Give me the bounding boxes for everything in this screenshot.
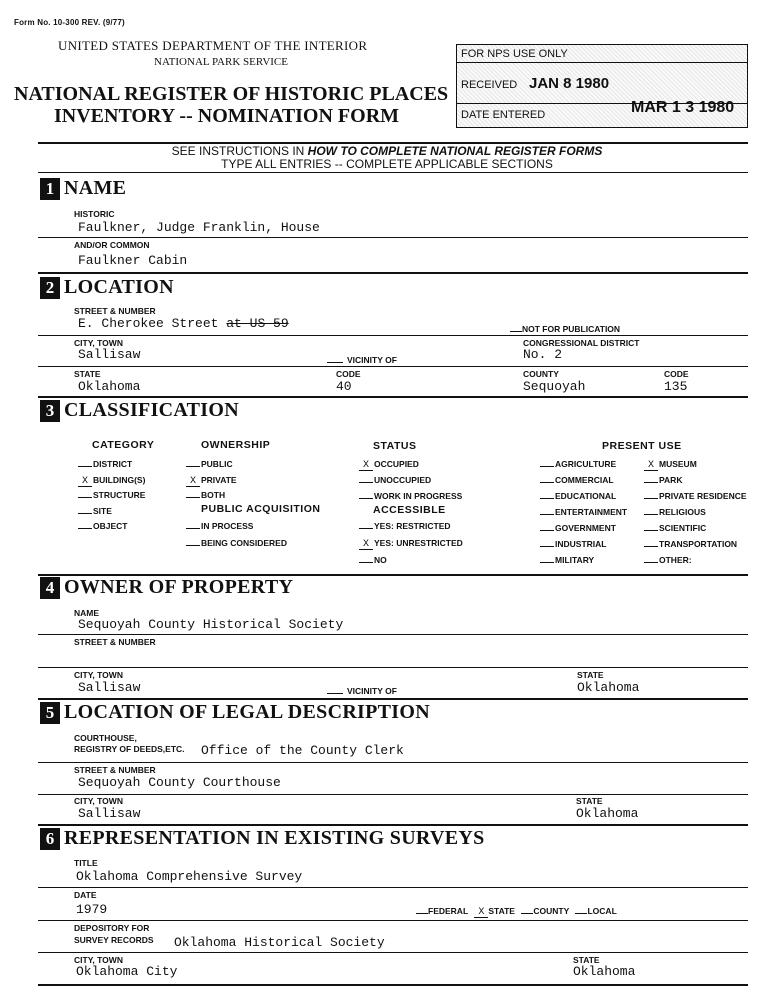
checkbox-item-present-left bbox=[540, 539, 606, 549]
survey-level-options bbox=[416, 906, 617, 918]
check-mark bbox=[540, 530, 554, 531]
section-number: 5 bbox=[40, 702, 60, 724]
check-mark bbox=[186, 545, 200, 546]
legal-city-value: Sallisaw bbox=[78, 806, 141, 821]
county-code-value: 135 bbox=[664, 379, 688, 394]
checkbox-item-present-left bbox=[540, 491, 616, 501]
street-value: E. Cherokee Street at US 59 bbox=[78, 316, 289, 331]
county-value: Sequoyah bbox=[523, 379, 586, 394]
check-label: SITE bbox=[93, 505, 112, 516]
check-mark bbox=[78, 513, 92, 514]
local-option: LOCAL bbox=[587, 906, 617, 916]
state-mark: X bbox=[474, 908, 488, 918]
check-label: EDUCATIONAL bbox=[555, 491, 617, 501]
congressional-district-label: CONGRESSIONAL DISTRICT bbox=[523, 338, 640, 348]
ownership-heading: OWNERSHIP bbox=[201, 439, 271, 451]
department-name: UNITED STATES DEPARTMENT OF THE INTERIOR bbox=[58, 38, 368, 53]
owner-city-value: Sallisaw bbox=[78, 680, 141, 695]
checkbox-item-status bbox=[359, 459, 419, 471]
check-mark bbox=[359, 528, 373, 529]
legal-state-value: Oklahoma bbox=[576, 806, 639, 821]
checkbox-item-status bbox=[359, 475, 431, 485]
instructions-line2: TYPE ALL ENTRIES -- COMPLETE APPLICABLE SECTIONS bbox=[221, 157, 553, 171]
state-value: Oklahoma bbox=[78, 379, 141, 394]
check-label: PRIVATE bbox=[201, 474, 237, 485]
check-label: GOVERNMENT bbox=[555, 523, 616, 533]
checkbox-item-present-left bbox=[540, 555, 594, 565]
section-5-header bbox=[40, 701, 430, 724]
legal-state-label: STATE bbox=[576, 796, 603, 806]
depository-value: Oklahoma Historical Society bbox=[174, 935, 385, 950]
checkbox-item-acquisition bbox=[186, 521, 253, 531]
date-entered-label: DATE ENTERED bbox=[461, 109, 546, 121]
survey-state-label: STATE bbox=[573, 955, 600, 965]
historic-name-value: Faulkner, Judge Franklin, House bbox=[78, 220, 320, 235]
survey-date-value: 1979 bbox=[76, 902, 108, 917]
congressional-district-value: No. 2 bbox=[523, 347, 563, 362]
county-code-label: CODE bbox=[664, 369, 689, 379]
check-mark bbox=[186, 466, 200, 467]
check-mark bbox=[644, 562, 658, 563]
category-heading: CATEGORY bbox=[92, 439, 155, 451]
check-label: MILITARY bbox=[555, 555, 595, 565]
checkbox-item-accessible bbox=[359, 555, 387, 565]
checkbox-item-present-left bbox=[540, 475, 614, 485]
historic-label: HISTORIC bbox=[74, 209, 115, 219]
not-for-publication: NOT FOR PUBLICATION bbox=[510, 324, 620, 334]
form-title-line1: NATIONAL REGISTER OF HISTORIC PLACES bbox=[14, 83, 449, 105]
check-mark bbox=[359, 562, 373, 563]
check-mark: X bbox=[644, 461, 658, 471]
check-label: OBJECT bbox=[93, 521, 128, 531]
check-mark bbox=[540, 482, 554, 483]
survey-state-value: Oklahoma bbox=[573, 964, 636, 979]
present-use-heading: PRESENT USE bbox=[602, 440, 682, 452]
check-mark bbox=[540, 514, 554, 515]
check-label: BEING CONSIDERED bbox=[201, 538, 287, 548]
checkbox-item-acquisition bbox=[186, 538, 287, 548]
survey-city-value: Oklahoma City bbox=[76, 964, 178, 979]
section-2-header bbox=[40, 276, 174, 299]
owner-city-label: CITY, TOWN bbox=[74, 670, 123, 680]
check-mark bbox=[540, 498, 554, 499]
depository-label1: DEPOSITORY FOR bbox=[74, 923, 150, 933]
check-mark bbox=[78, 528, 92, 529]
section-number: 2 bbox=[40, 277, 60, 299]
section-title: OWNER OF PROPERTY bbox=[64, 576, 294, 598]
nps-use-box bbox=[456, 44, 748, 128]
check-mark bbox=[540, 466, 554, 467]
check-label: BOTH bbox=[201, 490, 226, 500]
checkbox-item-category bbox=[78, 459, 132, 469]
check-mark: X bbox=[186, 477, 200, 487]
county-label: COUNTY bbox=[523, 369, 559, 379]
legal-street-value: Sequoyah County Courthouse bbox=[78, 775, 281, 790]
common-name-label: AND/OR COMMON bbox=[74, 240, 150, 250]
checkbox-item-category bbox=[78, 521, 127, 531]
section-number: 1 bbox=[40, 178, 60, 200]
federal-option: FEDERAL bbox=[428, 906, 468, 916]
form-title-line2: INVENTORY -- NOMINATION FORM bbox=[54, 105, 400, 127]
owner-state-label: STATE bbox=[577, 670, 604, 680]
section-number: 4 bbox=[40, 577, 60, 599]
section-title: LOCATION bbox=[64, 276, 174, 298]
courthouse-label: COURTHOUSE, bbox=[74, 733, 137, 743]
checkbox-item-present-right bbox=[644, 491, 747, 501]
check-label: TRANSPORTATION bbox=[659, 539, 738, 549]
check-mark bbox=[644, 514, 658, 515]
legal-street-label: STREET & NUMBER bbox=[74, 765, 156, 775]
service-name: NATIONAL PARK SERVICE bbox=[154, 56, 288, 68]
city-value: Sallisaw bbox=[78, 347, 141, 362]
checkbox-item-accessible bbox=[359, 521, 451, 531]
checkbox-item-present-left bbox=[540, 523, 616, 533]
checkbox-item-present-right bbox=[644, 475, 682, 485]
check-label: OTHER: bbox=[659, 555, 692, 565]
check-mark bbox=[540, 546, 554, 547]
check-mark bbox=[644, 530, 658, 531]
county-option: COUNTY bbox=[533, 906, 570, 916]
check-mark bbox=[78, 466, 92, 467]
check-label: WORK IN PROGRESS bbox=[374, 491, 463, 501]
state-code-value: 40 bbox=[336, 379, 352, 394]
check-label: YES: UNRESTRICTED bbox=[374, 538, 463, 548]
checkbox-item-present-right bbox=[644, 523, 706, 533]
legal-city-label: CITY, TOWN bbox=[74, 796, 123, 806]
check-label: UNOCCUPIED bbox=[374, 475, 432, 485]
check-label: MUSEUM bbox=[659, 459, 697, 469]
received-date: JAN 8 1980 bbox=[529, 75, 610, 92]
check-label: PARK bbox=[659, 475, 683, 485]
section-title: LOCATION OF LEGAL DESCRIPTION bbox=[64, 701, 430, 723]
state-label: STATE bbox=[74, 369, 101, 379]
state-code-label: CODE bbox=[336, 369, 361, 379]
check-mark bbox=[359, 498, 373, 499]
depository-label2: SURVEY RECORDS bbox=[74, 935, 154, 945]
check-label: PRIVATE RESIDENCE bbox=[659, 491, 747, 501]
checkbox-item-ownership bbox=[186, 459, 233, 469]
registry-label: REGISTRY OF DEEDS,ETC. bbox=[74, 744, 185, 754]
check-label: COMMERCIAL bbox=[555, 475, 614, 485]
owner-name-value: Sequoyah County Historical Society bbox=[78, 617, 344, 632]
section-title: REPRESENTATION IN EXISTING SURVEYS bbox=[64, 827, 485, 849]
check-mark bbox=[78, 497, 92, 498]
owner-name-label: NAME bbox=[74, 608, 100, 618]
checkbox-item-category bbox=[78, 475, 145, 487]
check-label: YES: RESTRICTED bbox=[374, 521, 451, 531]
section-title: NAME bbox=[64, 177, 127, 199]
checkbox-item-ownership bbox=[186, 490, 225, 500]
accessible-heading: ACCESSIBLE bbox=[373, 504, 446, 516]
section-3-header bbox=[40, 399, 239, 422]
vicinity-of: VICINITY OF bbox=[327, 355, 397, 365]
check-mark: X bbox=[359, 540, 373, 550]
checkbox-item-accessible bbox=[359, 538, 463, 550]
check-label: NO bbox=[374, 555, 387, 565]
checkbox-item-present-right bbox=[644, 555, 692, 565]
checkbox-item-category bbox=[78, 506, 112, 516]
check-mark bbox=[644, 546, 658, 547]
check-label: DISTRICT bbox=[93, 459, 133, 469]
check-mark bbox=[644, 482, 658, 483]
public-acquisition-heading: PUBLIC ACQUISITION bbox=[201, 503, 321, 515]
check-mark: X bbox=[78, 477, 92, 487]
check-label: SCIENTIFIC bbox=[659, 523, 707, 533]
survey-city-label: CITY, TOWN bbox=[74, 955, 123, 965]
date-entered-value: MAR 1 3 1980 bbox=[631, 99, 735, 116]
nps-box-heading: FOR NPS USE ONLY bbox=[461, 48, 568, 60]
check-mark bbox=[186, 528, 200, 529]
checkbox-item-present-right bbox=[644, 459, 697, 471]
check-label: ENTERTAINMENT bbox=[555, 507, 628, 517]
check-mark: X bbox=[359, 461, 373, 471]
check-label: STRUCTURE bbox=[93, 490, 146, 500]
check-mark bbox=[186, 497, 200, 498]
check-label: OCCUPIED bbox=[374, 459, 419, 469]
check-label: BUILDING(S) bbox=[93, 474, 146, 485]
check-label: PUBLIC bbox=[201, 459, 233, 469]
checkbox-item-present-right bbox=[644, 507, 706, 517]
city-label: CITY, TOWN bbox=[74, 338, 123, 348]
owner-vicinity-of: VICINITY OF bbox=[327, 686, 397, 696]
section-6-header bbox=[40, 827, 485, 850]
check-mark bbox=[540, 562, 554, 563]
status-heading: STATUS bbox=[373, 440, 417, 452]
instructions-line1: SEE INSTRUCTIONS IN HOW TO COMPLETE NATIONAL REGISTER FORMS bbox=[171, 144, 603, 158]
owner-street-label: STREET & NUMBER bbox=[74, 637, 156, 647]
checkbox-item-present-right bbox=[644, 539, 737, 549]
check-mark bbox=[644, 498, 658, 499]
survey-date-label: DATE bbox=[74, 890, 97, 900]
check-label: RELIGIOUS bbox=[659, 507, 706, 517]
checkbox-item-ownership bbox=[186, 475, 237, 487]
courthouse-value: Office of the County Clerk bbox=[201, 743, 404, 758]
checkbox-item-present-left bbox=[540, 507, 627, 517]
survey-title-label: TITLE bbox=[74, 858, 98, 868]
street-label: STREET & NUMBER bbox=[74, 306, 156, 316]
survey-title-value: Oklahoma Comprehensive Survey bbox=[76, 869, 303, 884]
received-label: RECEIVED bbox=[461, 79, 518, 91]
section-1-header bbox=[40, 177, 126, 200]
check-label: INDUSTRIAL bbox=[555, 539, 607, 549]
section-number: 6 bbox=[40, 828, 60, 850]
form-number: Form No. 10-300 REV. (9/77) bbox=[14, 18, 125, 27]
section-number: 3 bbox=[40, 400, 60, 422]
checkbox-item-status bbox=[359, 491, 462, 501]
checkbox-item-present-left bbox=[540, 459, 616, 469]
struck-text: at US 59 bbox=[226, 316, 289, 331]
state-option: STATE bbox=[488, 906, 515, 916]
check-mark bbox=[359, 482, 373, 483]
check-label: IN PROCESS bbox=[201, 521, 254, 531]
section-4-header bbox=[40, 576, 293, 599]
owner-state-value: Oklahoma bbox=[577, 680, 640, 695]
check-label: AGRICULTURE bbox=[555, 459, 617, 469]
section-title: CLASSIFICATION bbox=[64, 399, 239, 421]
common-name-value: Faulkner Cabin bbox=[78, 253, 188, 268]
checkbox-item-category bbox=[78, 490, 145, 500]
